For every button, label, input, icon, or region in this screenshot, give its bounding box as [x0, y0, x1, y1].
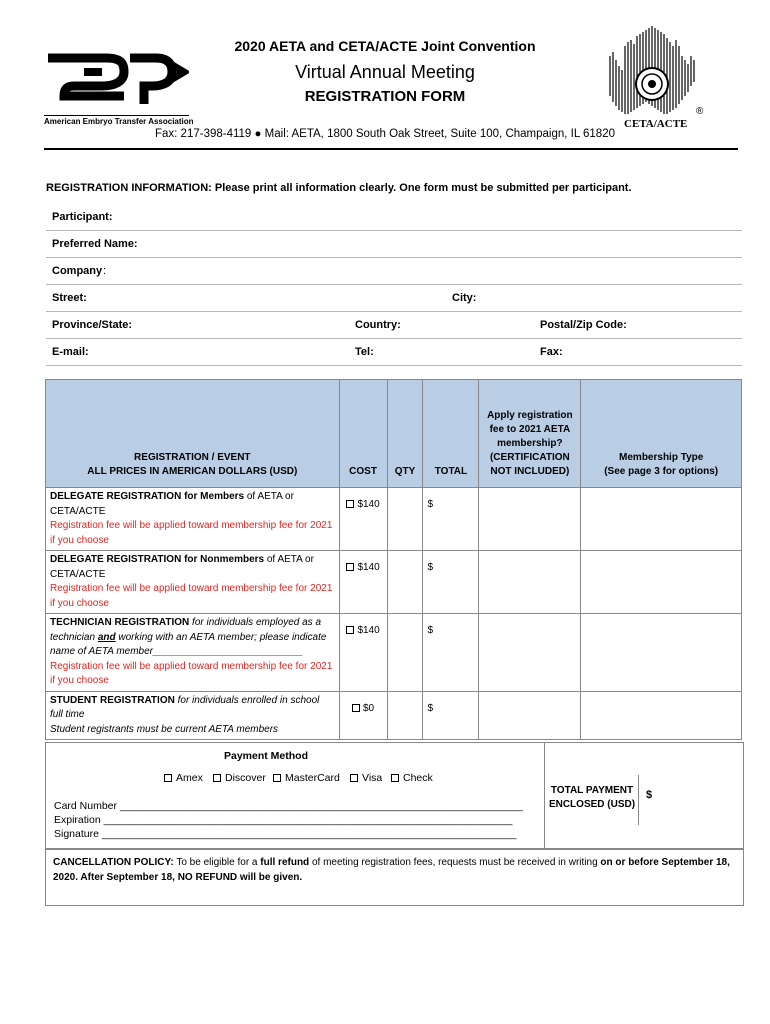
cancellation-full-refund: full refund: [260, 857, 310, 868]
payment-option-mastercard[interactable]: [273, 772, 340, 784]
total-cell[interactable]: $: [423, 551, 479, 614]
street-label: Street:: [52, 292, 87, 304]
apply-header-line: NOT INCLUDED): [490, 466, 570, 477]
fax-mail-line: Fax: 217-398-4119 ● Mail: AETA, 1800 South Oak Street, Suite 100, Champaign, IL 61820: [155, 128, 615, 140]
apply-header: [479, 380, 581, 488]
form-title: REGISTRATION FORM: [304, 88, 466, 105]
cost-checkbox[interactable]: [352, 704, 360, 712]
cancellation-label: CANCELLATION POLICY:: [53, 857, 174, 868]
cost-header: COST: [339, 380, 387, 488]
province-label: Province/State:: [52, 319, 133, 331]
payment-option-label: Discover: [225, 772, 266, 784]
event-cell: [46, 488, 340, 551]
qty-cell[interactable]: [387, 488, 423, 551]
table-row: [46, 691, 742, 740]
table-row: [46, 488, 742, 551]
participant-label: Participant:: [52, 211, 113, 223]
total-cell[interactable]: $: [423, 488, 479, 551]
payment-option-check[interactable]: [391, 772, 433, 784]
payment-method-title: Payment Method: [224, 750, 309, 762]
apply-cell[interactable]: [479, 691, 581, 740]
cost-checkbox[interactable]: [346, 500, 354, 508]
preferred-name-label: Preferred Name:: [52, 238, 138, 250]
cost-checkbox[interactable]: [346, 563, 354, 571]
city-label: City:: [452, 292, 477, 304]
payment-option-visa[interactable]: [350, 772, 382, 784]
qty-header: QTY: [387, 380, 423, 488]
event-cell: [46, 691, 340, 740]
table-row: [46, 551, 742, 614]
total-header: TOTAL: [423, 380, 479, 488]
email-tel-field[interactable]: [46, 339, 742, 366]
payment-option-label: MasterCard: [285, 772, 340, 784]
apply-header-line: fee to 2021 AETA: [489, 424, 571, 435]
cost-checkbox[interactable]: [346, 626, 354, 634]
membership-cell[interactable]: [581, 551, 742, 614]
payment-divider: [638, 775, 639, 825]
event-cell: [46, 614, 340, 692]
payment-option-label: Visa: [362, 772, 383, 784]
event-title: DELEGATE REGISTRATION for Members: [50, 491, 245, 502]
cost-cell[interactable]: [339, 691, 387, 740]
event-title-rest: of AETA or CETA/ACTE: [50, 554, 314, 580]
event-header-line2: ALL PRICES IN AMERICAN DOLLARS (USD): [87, 466, 298, 477]
total-payment-label-line: ENCLOSED (USD): [548, 799, 636, 810]
membership-cell[interactable]: [581, 691, 742, 740]
membership-header-line: Membership Type: [619, 452, 704, 463]
total-payment-value[interactable]: $: [646, 789, 653, 801]
total-cell[interactable]: $: [423, 691, 479, 740]
payment-option-label: Check: [403, 772, 433, 784]
cost-value: $140: [357, 562, 380, 573]
membership-cell[interactable]: [581, 614, 742, 692]
aeta-logo-text: American Embryo Transfer Association: [44, 117, 194, 126]
apply-cell[interactable]: [479, 488, 581, 551]
event-cell: [46, 551, 340, 614]
expiration-field[interactable]: Expiration ______________________________________________________________________: [54, 814, 513, 826]
event-title-rest: working with an AETA member; please indicate name of AETA member___________________________: [50, 631, 327, 657]
event-title: STUDENT REGISTRATION: [50, 694, 175, 706]
street-city-field[interactable]: [46, 285, 742, 312]
checkbox-icon[interactable]: [213, 774, 221, 782]
aeta-logo: [44, 52, 194, 126]
qty-cell[interactable]: [387, 691, 423, 740]
cancellation-deadline: on or before September 18, 2020. After September 18, NO REFUND will be given.: [53, 857, 730, 883]
cost-value: $140: [357, 625, 380, 636]
event-note: Registration fee will be applied toward membership fee for 2021 if you choose: [50, 660, 333, 686]
participant-field[interactable]: [46, 204, 742, 231]
cancellation-text: To be eligible for a: [173, 857, 261, 868]
apply-header-line: Apply registration: [487, 410, 573, 421]
checkbox-icon[interactable]: [273, 774, 281, 782]
card-number-field[interactable]: Card Number _____________________________________________________________________: [54, 800, 523, 812]
membership-header-line: (See page 3 for options): [604, 466, 719, 477]
cost-value: $140: [357, 499, 380, 510]
membership-cell[interactable]: [581, 488, 742, 551]
company-field[interactable]: [46, 258, 742, 285]
event-note: Registration fee will be applied toward membership fee for 2021 if you choose: [50, 520, 333, 546]
email-label: E-mail:: [52, 346, 89, 358]
qty-cell[interactable]: [387, 614, 423, 692]
postal-label: Postal/Zip Code:: [540, 319, 627, 331]
convention-title: 2020 AETA and CETA/ACTE Joint Convention: [234, 38, 536, 54]
ceta-registered-mark: ®: [696, 106, 704, 117]
membership-header: [581, 380, 742, 488]
checkbox-icon[interactable]: [350, 774, 358, 782]
event-header-line1: REGISTRATION / EVENT: [134, 452, 251, 463]
apply-cell[interactable]: [479, 614, 581, 692]
payment-option-label: Amex: [176, 772, 203, 784]
event-title: TECHNICIAN REGISTRATION: [50, 617, 190, 628]
cost-cell[interactable]: [339, 551, 387, 614]
event-title: DELEGATE REGISTRATION for Nonmembers: [50, 554, 265, 565]
registration-table: [45, 379, 742, 740]
ceta-logo-text: CETA/ACTE: [624, 118, 688, 130]
cancellation-policy: [53, 855, 735, 885]
qty-cell[interactable]: [387, 551, 423, 614]
header-divider: [44, 148, 738, 150]
company-label: Company: [52, 265, 103, 277]
country-label: Country:: [355, 319, 401, 331]
total-payment-label-line: TOTAL PAYMENT: [550, 785, 634, 796]
checkbox-icon[interactable]: [164, 774, 172, 782]
province-country-field[interactable]: [46, 312, 742, 339]
event-title-and: and: [97, 631, 116, 643]
table-row: [46, 614, 742, 692]
preferred-name-field[interactable]: [46, 231, 742, 258]
event-title-rest: for individuals enrolled in school full time: [50, 694, 320, 720]
payment-option-discover[interactable]: [213, 772, 266, 784]
signature-field[interactable]: Signature _______________________________________________________________________: [54, 828, 517, 840]
event-title-rest: of AETA or CETA/ACTE: [50, 491, 294, 517]
apply-header-line: (CERTIFICATION: [489, 452, 570, 463]
event-title-rest: for individuals employed as a technician: [50, 617, 322, 643]
total-payment-label: [548, 784, 636, 812]
fax-label: Fax:: [540, 346, 563, 358]
event-header: [46, 380, 340, 488]
checkbox-icon[interactable]: [391, 774, 399, 782]
tel-label: Tel:: [355, 346, 374, 358]
cost-value: $0: [363, 702, 375, 714]
registration-instructions: REGISTRATION INFORMATION: Please print all information clearly. One form must be submitted per participant.: [46, 182, 632, 194]
cost-cell[interactable]: [339, 614, 387, 692]
company-colon: :: [103, 265, 107, 277]
event-note: Registration fee will be applied toward membership fee for 2021 if you choose: [50, 583, 333, 609]
cost-cell[interactable]: [339, 488, 387, 551]
payment-option-amex[interactable]: [164, 772, 203, 784]
cancellation-text: of meeting registration fees, requests must be received in writing: [309, 857, 601, 868]
apply-header-line: membership?: [497, 438, 563, 449]
payment-divider: [544, 742, 545, 850]
meeting-title: Virtual Annual Meeting: [295, 62, 475, 82]
total-cell[interactable]: $: [423, 614, 479, 692]
apply-cell[interactable]: [479, 551, 581, 614]
event-note: Student registrants must be current AETA members: [50, 723, 279, 735]
aeta-logo-icon: [44, 52, 189, 110]
